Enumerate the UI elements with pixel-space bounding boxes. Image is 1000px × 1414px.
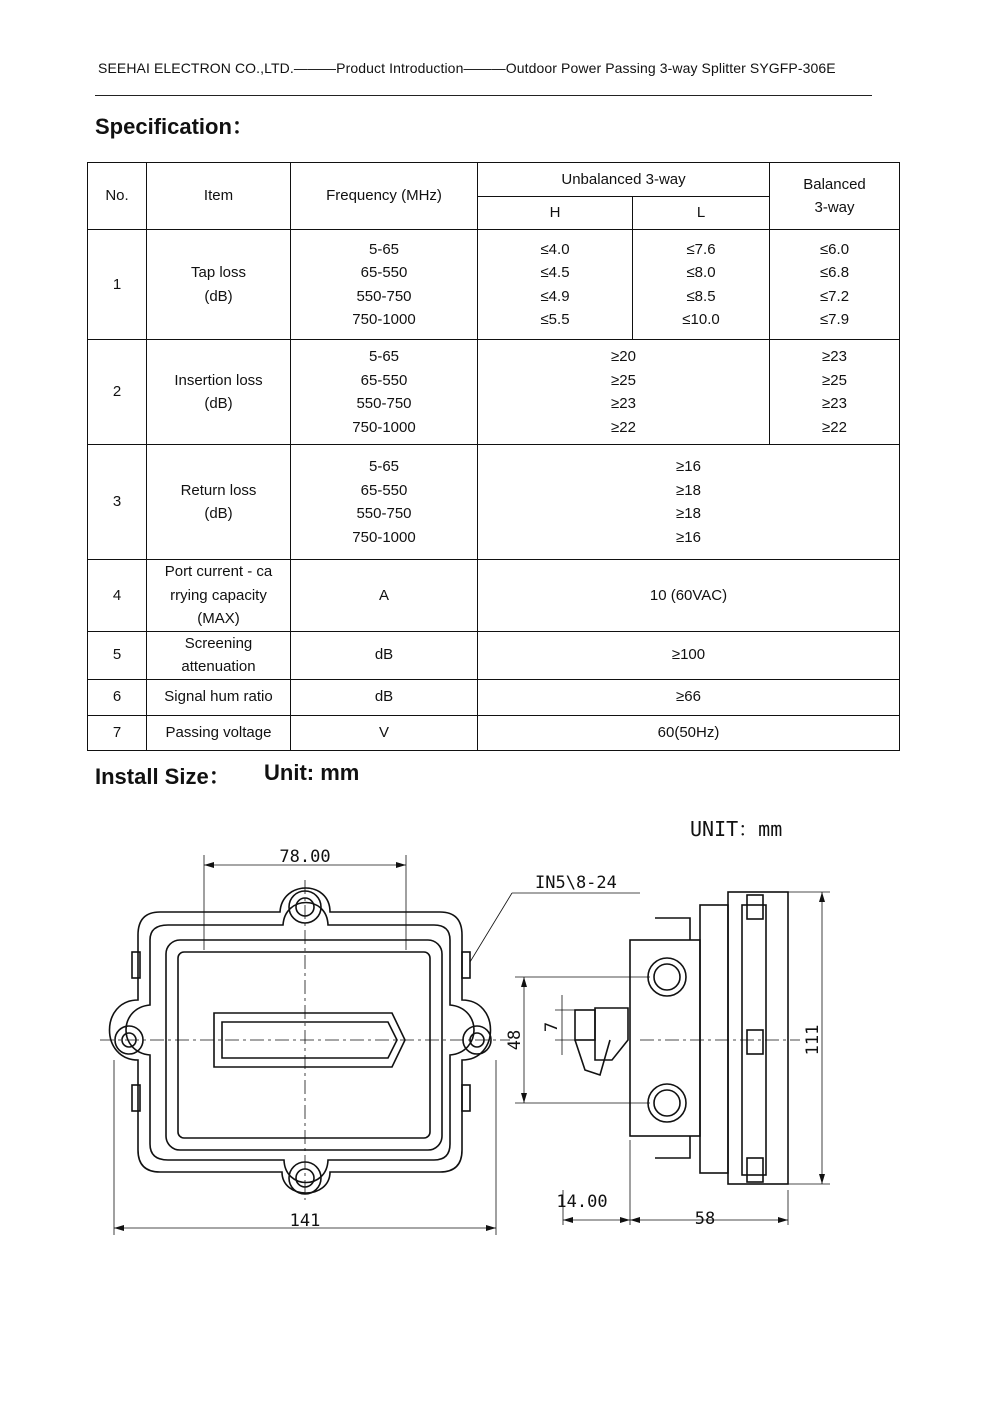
balanced-value: ≤7.9 <box>819 311 850 328</box>
side-view-labels <box>505 1022 823 1229</box>
install-drawing <box>0 800 1000 1260</box>
spec-table <box>87 162 900 751</box>
row-item-line: (dB) <box>204 505 233 522</box>
row-item-line: (dB) <box>204 287 233 305</box>
row-item: Signal hum ratio <box>147 679 291 715</box>
row-unit: V <box>291 715 478 750</box>
row-number: 1 <box>88 230 147 340</box>
side-top-lip <box>655 918 690 940</box>
balanced-value: ≤7.2 <box>819 287 850 305</box>
return-loss-value: ≥16 <box>676 458 701 475</box>
row-h-values <box>478 230 633 340</box>
freq-value: 750-1000 <box>352 528 416 546</box>
row-frequency <box>291 340 478 445</box>
install-size-title: Install Size： <box>95 764 231 789</box>
row-unit: dB <box>291 631 478 679</box>
balanced-value: ≥22 <box>822 418 847 436</box>
dim-label-58: 58 <box>694 1209 716 1229</box>
bolt-bottom <box>747 1158 763 1182</box>
row-l-values <box>633 230 770 340</box>
h-value: ≤5.5 <box>540 311 570 328</box>
front-view <box>110 888 492 1194</box>
freq-value: 65-550 <box>360 264 408 281</box>
row-item-line: rrying capacity <box>170 586 267 604</box>
bolt-middle <box>747 1030 763 1054</box>
balanced-value: ≤6.0 <box>819 240 850 258</box>
table-row <box>88 445 900 560</box>
l-value: ≤8.0 <box>686 264 716 281</box>
row-value: 10 (60VAC) <box>478 560 900 632</box>
row-item: Passing voltage <box>147 715 291 750</box>
page-header <box>98 60 836 76</box>
row-value: ≥66 <box>478 679 900 715</box>
freq-value: 750-1000 <box>352 418 416 436</box>
freq-value: 550-750 <box>356 505 412 522</box>
row-number: 4 <box>88 560 147 632</box>
connector-nut <box>575 1010 595 1040</box>
dim-label-48: 48 <box>505 1029 525 1051</box>
side-flange <box>700 905 728 1173</box>
header-sep-2: ——— <box>463 60 506 76</box>
row-item-line: Tap loss <box>190 264 247 281</box>
unbalanced-value: ≥25 <box>611 371 636 389</box>
table-row <box>88 340 900 445</box>
row-item-line: (MAX) <box>197 610 240 627</box>
thread-label: IN5\8-24 <box>535 873 617 893</box>
connector-body <box>595 1008 628 1060</box>
freq-value: 5-65 <box>368 458 400 475</box>
freq-value: 550-750 <box>356 395 412 412</box>
thread-leader <box>470 893 512 962</box>
col-item-header: Item <box>147 163 291 230</box>
table-row <box>88 560 900 632</box>
install-unit-label: Unit: mm <box>264 760 360 785</box>
return-loss-value: ≥18 <box>676 505 701 522</box>
port-bottom-inner <box>654 1090 680 1116</box>
balanced-value: ≥25 <box>822 371 847 389</box>
col-frequency-header: Frequency (MHz) <box>291 163 478 230</box>
lid-frame <box>166 940 442 1150</box>
h-value: ≤4.9 <box>540 287 570 305</box>
col-unbalanced-header: Unbalanced 3-way <box>478 163 770 197</box>
row-number: 3 <box>88 445 147 560</box>
header-section: Product Introduction <box>336 60 464 76</box>
table-header-row <box>88 163 900 197</box>
bolt-top <box>747 895 763 919</box>
row-item <box>147 560 291 632</box>
table-row <box>88 715 900 750</box>
row-item-line: Insertion loss <box>174 371 263 389</box>
port-right-bottom <box>462 1085 470 1111</box>
row-number: 6 <box>88 679 147 715</box>
l-value: ≤10.0 <box>682 311 720 328</box>
lid-panel <box>178 952 430 1138</box>
side-bottom-lip <box>655 1136 690 1158</box>
table-row <box>88 679 900 715</box>
l-value: ≤8.5 <box>686 287 716 305</box>
row-values <box>478 445 900 560</box>
row-item-line: attenuation <box>181 658 256 675</box>
drawing-unit-label: UNIT：mm <box>690 817 783 841</box>
dim-label-7: 7 <box>542 1021 562 1033</box>
col-h-header: H <box>478 197 633 230</box>
row-item-line: (dB) <box>204 395 233 412</box>
dim-label-14: 14.00 <box>556 1192 608 1212</box>
row-number: 7 <box>88 715 147 750</box>
freq-value: 550-750 <box>356 287 412 305</box>
col-no-header: No. <box>88 163 147 230</box>
row-value: ≥100 <box>478 631 900 679</box>
side-view-dims <box>515 892 830 1225</box>
return-loss-value: ≥18 <box>676 481 701 499</box>
col-l-header: L <box>633 197 770 230</box>
row-unit: A <box>291 560 478 632</box>
side-body <box>630 940 700 1136</box>
balanced-value: ≥23 <box>822 348 847 365</box>
row-number: 2 <box>88 340 147 445</box>
balanced-value: ≤6.8 <box>819 264 850 281</box>
header-company: SEEHAI ELECTRON CO.,LTD. <box>98 60 294 76</box>
balanced-value: ≥23 <box>822 395 847 412</box>
balanced-header-line2: 3-way <box>814 199 855 216</box>
unbalanced-value: ≥23 <box>611 395 636 412</box>
row-item-line: Screening <box>184 634 253 652</box>
spec-title: Specification： <box>95 114 254 139</box>
table-row <box>88 631 900 679</box>
row-frequency <box>291 445 478 560</box>
header-product: Outdoor Power Passing 3-way Splitter SYGFP-306E <box>505 60 836 76</box>
port-right-top <box>462 952 470 978</box>
table-row <box>88 230 900 340</box>
return-loss-value: ≥16 <box>676 528 701 546</box>
side-view-arrows <box>521 892 825 1223</box>
dim-label-141: 141 <box>289 1211 321 1231</box>
dim-label-78: 78.00 <box>279 847 331 867</box>
h-value: ≤4.5 <box>540 264 570 281</box>
row-item-line: Return loss <box>180 481 257 499</box>
freq-value: 5-65 <box>368 240 400 258</box>
freq-value: 5-65 <box>368 348 400 365</box>
row-unit: dB <box>291 679 478 715</box>
row-number: 5 <box>88 631 147 679</box>
row-balanced-values <box>770 230 900 340</box>
connector-clamp <box>575 1040 610 1075</box>
header-sep-1: ——— <box>293 60 337 76</box>
row-item <box>147 445 291 560</box>
row-unbalanced-values <box>478 340 770 445</box>
h-value: ≤4.0 <box>540 240 570 258</box>
port-top-inner <box>654 964 680 990</box>
row-item <box>147 230 291 340</box>
unbalanced-value: ≥22 <box>611 418 636 436</box>
balanced-header-line1: Balanced <box>803 175 866 193</box>
row-item <box>147 631 291 679</box>
freq-value: 65-550 <box>360 371 408 389</box>
row-balanced-values <box>770 340 900 445</box>
l-value: ≤7.6 <box>686 240 716 258</box>
side-view <box>575 892 788 1184</box>
header-rule <box>95 95 872 96</box>
row-frequency <box>291 230 478 340</box>
unbalanced-value: ≥20 <box>611 348 636 365</box>
row-item-line: Port current - ca <box>164 563 273 580</box>
row-item <box>147 340 291 445</box>
col-balanced-header <box>770 163 900 230</box>
freq-value: 750-1000 <box>352 311 416 328</box>
side-base <box>728 892 788 1184</box>
freq-value: 65-550 <box>360 481 408 499</box>
row-value: 60(50Hz) <box>478 715 900 750</box>
dim-label-111: 111 <box>803 1024 823 1056</box>
